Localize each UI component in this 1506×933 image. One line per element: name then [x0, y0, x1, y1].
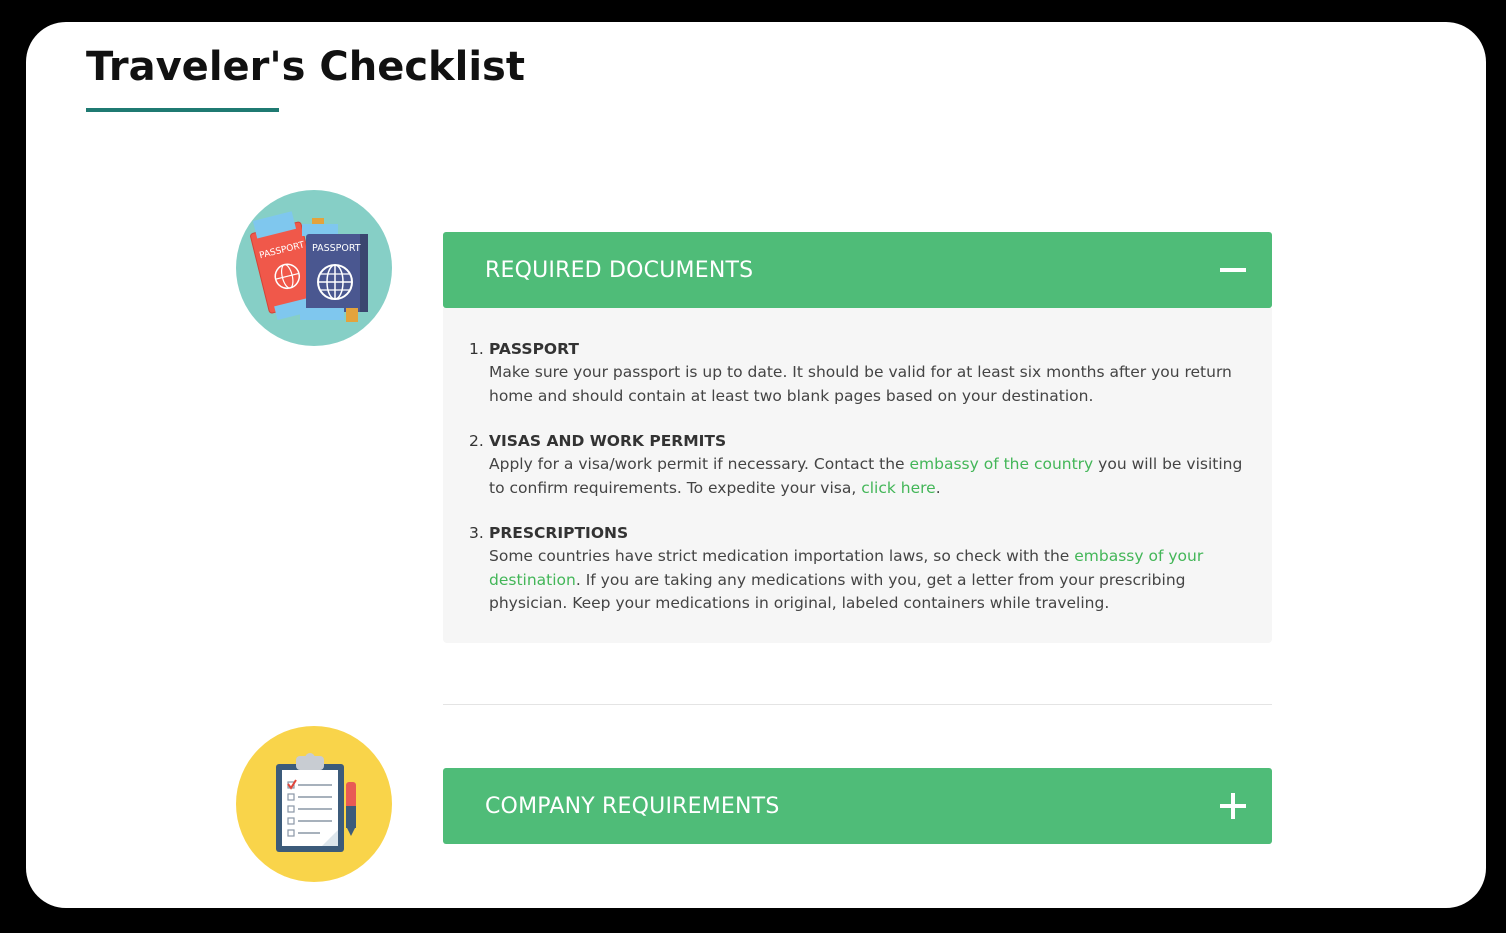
page-title: Traveler's Checklist [86, 44, 525, 90]
text-segment: you will be visiting to confirm requirements. To expedite your visa, [489, 455, 1243, 497]
accordion-header-company-requirements[interactable] [443, 768, 1272, 844]
text-segment: . [935, 478, 941, 497]
item-text [489, 453, 1252, 500]
list-item [469, 430, 1252, 500]
item-title-visas: VISAS AND WORK PERMITS [489, 432, 727, 450]
item-number: 3. [469, 524, 484, 542]
item-text [489, 545, 1252, 616]
accordion-body-required-documents [443, 308, 1272, 643]
title-underline [86, 108, 279, 112]
click-here-link[interactable]: click here [861, 478, 936, 497]
embassy-of-destination-link[interactable]: embassy of your destination [489, 547, 1204, 589]
item-number: 2. [469, 432, 484, 450]
list-item [469, 522, 1252, 616]
screen [26, 22, 1486, 908]
text-segment: Apply for a visa/work permit if necessary. Contact the [489, 455, 910, 473]
item-text: Make sure your passport is up to date. It should be valid for at least six months after you return home and should contain at least two blank pages based on your destination. [489, 363, 1232, 405]
back-passport-label: PASSPORT [258, 240, 306, 262]
item-title-prescriptions: PRESCRIPTIONS [489, 524, 629, 542]
text-segment: Some countries have strict medication importation laws, so check with the [489, 547, 1075, 565]
accordion-title: REQUIRED DOCUMENTS [485, 257, 754, 283]
passport-icon [236, 190, 392, 346]
accordion-title: COMPANY REQUIREMENTS [485, 793, 780, 819]
item-title-passport: PASSPORT [489, 340, 579, 358]
accordion-header-required-documents[interactable] [443, 232, 1272, 308]
clipboard-icon [236, 726, 392, 882]
item-number: 1. [469, 340, 484, 358]
embassy-of-country-link[interactable]: embassy of the country [909, 455, 1094, 473]
list-item [469, 338, 1252, 408]
collapse-icon[interactable] [1218, 255, 1248, 285]
text-segment: . If you are taking any medications with you, get a letter from your prescribing physician. Keep your medications in original, labeled containers while traveling. [489, 570, 1186, 612]
expand-icon[interactable] [1218, 791, 1248, 821]
front-passport-label: PASSPORT [312, 243, 361, 254]
section-divider [443, 704, 1272, 705]
